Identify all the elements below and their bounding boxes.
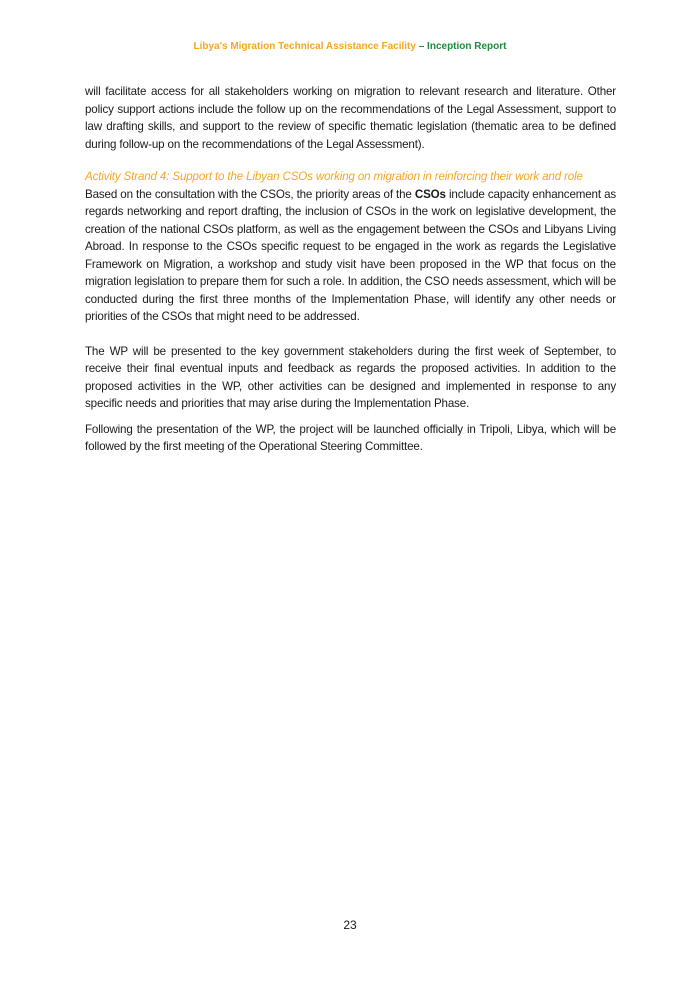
paragraph-project-launch: Following the presentation of the WP, the project will be launched officially in Tripoli, Libya, which will be followed by the first meeting of the Operational Steering Committee. <box>85 422 616 453</box>
paragraph-cso-text-end: include capacity enhancement as regards networking and report drafting, the inclusion of CSOs in the work on legislative development, the creation of the national CSOs platform, as well as the engagement between the CSOs and Libyans Living Abroad. In response to the CSOs specific request to be engaged in the work as regards the Legislative Framework on Migration, a workshop and study visit have been proposed in the WP that focus on the migration legislation to prepare them for such a role. In addition, the CSO needs assessment, which will be conducted during the first three months of the Implementation Phase, will identify any other needs or priorities of the CSOs that might need to be addressed. <box>85 187 617 323</box>
paragraph-cso-priorities <box>85 186 616 326</box>
paragraph-policy-support: will facilitate access for all stakeholders working on migration to relevant research and literature. Other policy support actions include the follow up on the recommendations of the Legal Assessment, support to law drafting skills, and support to the review of specific thematic legislation (thematic area to be defined during follow-up on the recommendations of the Legal Assessment). <box>85 85 616 151</box>
running-header <box>0 40 700 54</box>
paragraph-wp-presentation: The WP will be presented to the key government stakeholders during the first week of September, to receive their final eventual inputs and feedback as regards the proposed activities. In addition to the proposed activities in the WP, other activities can be designed and implemented in response to any specific needs and priorities that may arise during the Implementation Phase. <box>85 344 616 410</box>
activity-strand-heading: Activity Strand 4: Support to the Libyan CSOs working on migration in reinforcing their work and role <box>85 170 583 183</box>
header-subtitle: – Inception Report <box>415 41 507 52</box>
paragraph-cso-text-start: Based on the consultation with the CSOs, the priority areas of the <box>85 187 415 201</box>
header-title: Libya's Migration Technical Assistance Facility <box>193 41 416 52</box>
csos-bold-term: CSOs <box>414 187 446 201</box>
page-body <box>85 83 616 456</box>
page-number: 23 <box>343 918 357 932</box>
